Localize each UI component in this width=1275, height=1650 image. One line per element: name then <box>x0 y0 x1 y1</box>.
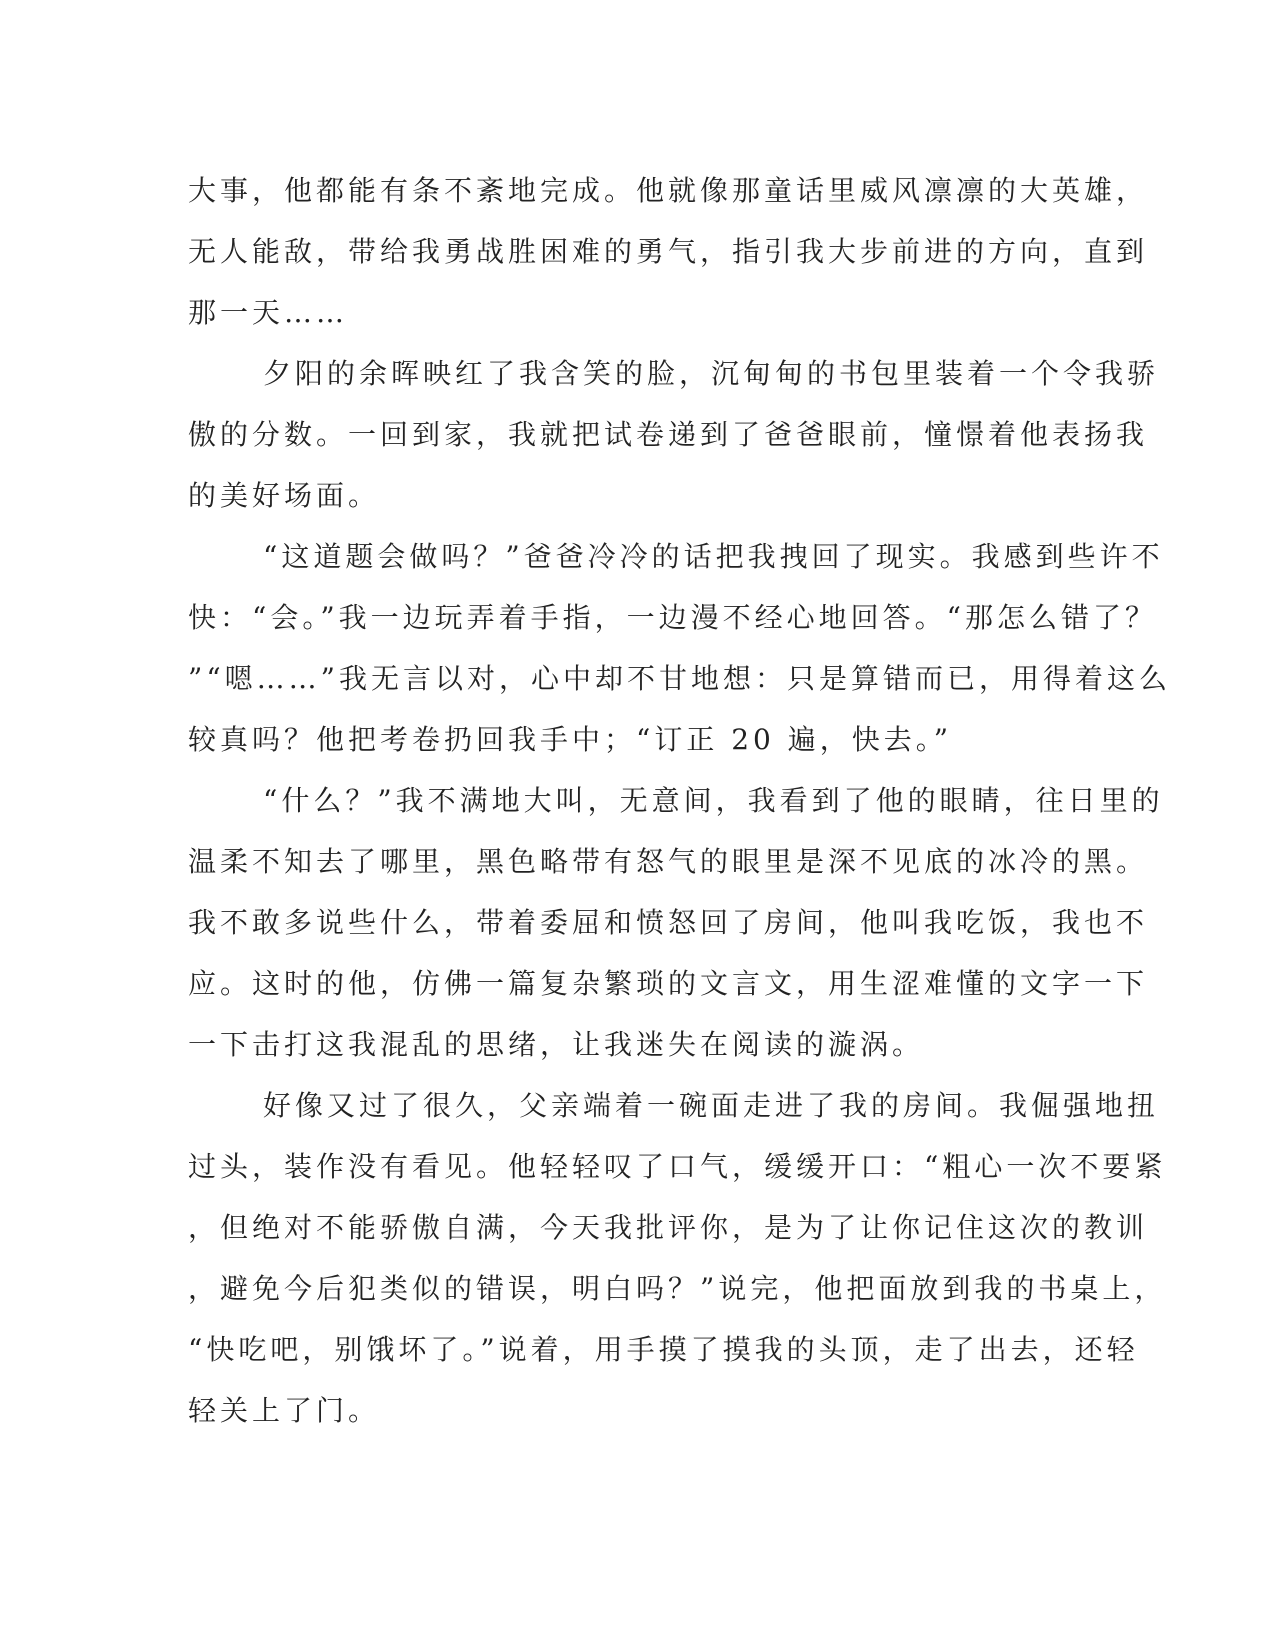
text-line: 我不敢多说些什么，带着委屈和愤怒回了房间，他叫我吃饭，我也不 <box>188 906 1149 939</box>
text-line: 轻关上了门。 <box>188 1394 381 1427</box>
text-line: ，但绝对不能骄傲自满，今天我批评你，是为了让你记住这次的教训 <box>188 1211 1149 1244</box>
paragraph-start-line: “这道题会做吗？”爸爸冷冷的话把我拽回了现实。我感到些许不 <box>263 540 1164 573</box>
text-line: 一下击打这我混乱的思绪，让我迷失在阅读的漩涡。 <box>188 1028 925 1061</box>
text-line: 傲的分数。一回到家，我就把试卷递到了爸爸眼前，憧憬着他表扬我 <box>188 418 1149 451</box>
text-line: ，避免今后犯类似的错误，明白吗？”说完，他把面放到我的书桌上， <box>188 1272 1167 1305</box>
text-line: “快吃吧，别饿坏了。”说着，用手摸了摸我的头顶，走了出去，还轻 <box>188 1333 1139 1366</box>
text-line: 应。这时的他，仿佛一篇复杂繁琐的文言文，用生涩难懂的文字一下 <box>188 967 1149 1000</box>
text-line: 那一天…… <box>188 296 349 329</box>
body-text <box>188 160 1171 1441</box>
text-line: 过头，装作没有看见。他轻轻叹了口气，缓缓开口：“粗心一次不要紧 <box>188 1150 1167 1183</box>
text-line: 大事，他都能有条不紊地完成。他就像那童话里威风凛凛的大英雄， <box>188 174 1149 207</box>
paragraph-start-line: 好像又过了很久，父亲端着一碗面走进了我的房间。我倔强地扭 <box>263 1089 1160 1122</box>
paragraph-start-line: “什么？”我不满地大叫，无意间，我看到了他的眼睛，往日里的 <box>263 784 1164 817</box>
text-line: ”“嗯……”我无言以对，心中却不甘地想：只是算错而已，用得着这么 <box>188 662 1171 695</box>
paragraph-start-line: 夕阳的余晖映红了我含笑的脸，沉甸甸的书包里装着一个令我骄 <box>263 357 1160 390</box>
text-line: 快：“会。”我一边玩弄着手指，一边漫不经心地回答。“那怎么错了？ <box>188 601 1157 634</box>
text-line: 的美好场面。 <box>188 479 381 512</box>
text-line: 温柔不知去了哪里，黑色略带有怒气的眼里是深不见底的冰冷的黑。 <box>188 845 1149 878</box>
text-line: 无人能敌，带给我勇战胜困难的勇气，指引我大步前进的方向，直到 <box>188 235 1149 268</box>
text-line: 较真吗？他把考卷扔回我手中；“订正 20 遍，快去。” <box>188 723 953 756</box>
